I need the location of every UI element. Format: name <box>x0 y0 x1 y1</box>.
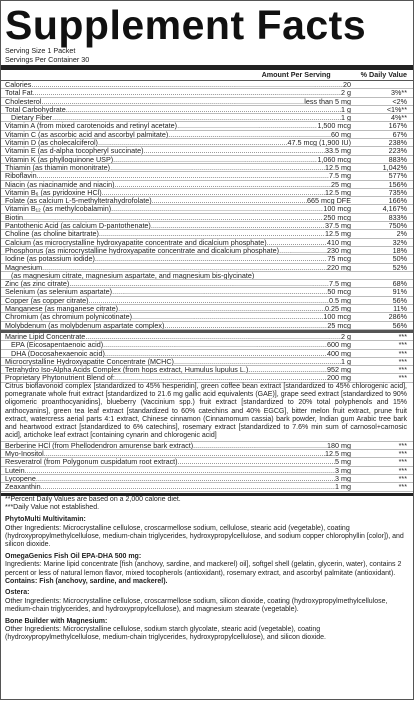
nutrient-dv: *** <box>398 341 407 350</box>
nutrient-name: EPA (Eicosapentaenoic acid) <box>11 341 104 350</box>
nutrient-amount: 25 mcg <box>327 321 351 330</box>
nutrient-amount: 47.5 mcg (1,900 IU) <box>287 139 351 148</box>
nutrient-name: Choline (as choline bitartrate) <box>5 230 99 239</box>
nutrient-row <box>1 264 413 272</box>
nutrient-name: Vitamin C (as ascorbic acid and ascorbyl palmitate) <box>5 130 169 139</box>
nutrient-row <box>1 442 413 450</box>
nutrient-row <box>1 239 413 247</box>
nutrient-name: Lutein <box>5 466 25 475</box>
nutrient-dv: *** <box>398 349 407 358</box>
nutrient-amount: 200 mg <box>327 374 351 383</box>
leader-dots <box>98 139 288 146</box>
nutrient-name: Vitamin E (as d-alpha tocopheryl succinate) <box>5 147 144 156</box>
nutrient-amount: 220 mg <box>327 263 351 272</box>
nutrient-amount: 60 mg <box>331 130 351 139</box>
nutrient-dv: 166% <box>388 197 407 206</box>
leader-dots <box>193 442 327 449</box>
nutrient-row <box>1 280 413 288</box>
nutrient-name: Chromium (as chromium polynicotinate) <box>5 313 133 322</box>
nutrient-amount: 33.5 mg <box>325 147 351 156</box>
section-heading: PhytoMulti Multivitamin: <box>5 516 86 524</box>
leader-dots <box>52 114 341 121</box>
leader-dots <box>112 288 327 295</box>
nutrient-amount: 25 mg <box>331 180 351 189</box>
nutrient-name: Thiamin (as thiamin mononitrate) <box>5 163 111 172</box>
leader-dots <box>99 230 325 237</box>
leader-dots <box>111 205 323 212</box>
nutrient-name: Copper (as copper citrate) <box>5 296 89 305</box>
nutrient-name: Manganese (as manganese citrate) <box>5 305 119 314</box>
nutrient-dv: 735% <box>388 188 407 197</box>
nutrient-amount: 50 mcg <box>327 288 351 297</box>
section-body: Ingredients: Marine lipid concentrate [fish (anchovy, sardine, and mackerel) oil], softgel shell (gelatin, glycerin, water), contains 2 percent or less of natural lemon flavor, mixed tocopherols (antioxidant), rosemary extract, and ascorbyl palmitate (antioxidant). <box>5 561 402 577</box>
leader-dots <box>168 131 331 138</box>
nutrient-dv: *** <box>398 441 407 450</box>
nutrient-row <box>1 81 413 89</box>
nutrient-dv: *** <box>398 374 407 383</box>
nutrient-dv: <2% <box>392 97 407 106</box>
leader-dots <box>102 189 325 196</box>
nutrient-amount: 2 g <box>341 89 351 98</box>
nutrient-row <box>1 272 413 280</box>
leader-dots <box>254 272 351 279</box>
nutrient-dv: *** <box>398 357 407 366</box>
nutrient-dv: 4,167% <box>382 205 407 214</box>
nutrient-name: Total Carbohydrate <box>5 105 66 114</box>
leader-dots <box>178 458 335 465</box>
nutrient-row <box>1 358 413 366</box>
nutrient-row <box>1 333 413 341</box>
nutrient-row <box>1 322 413 330</box>
nutrient-row <box>1 458 413 466</box>
footnote-dv: **Percent Daily Values are based on a 2,000 calorie diet. <box>5 495 181 503</box>
leader-dots <box>41 483 335 490</box>
nutrient-row <box>1 156 413 164</box>
nutrient-dv: *** <box>398 458 407 467</box>
nutrient-dv: 223% <box>388 147 407 156</box>
nutrient-dv: 4%** <box>391 114 407 123</box>
nutrient-amount: 7.5 mg <box>329 172 351 181</box>
nutrient-amount: 600 mg <box>327 341 351 350</box>
nutrient-row <box>1 288 413 296</box>
nutrient-dv: 2% <box>396 230 407 239</box>
serving-size: Serving Size 1 Packet <box>5 46 76 55</box>
nutrient-row <box>1 305 413 313</box>
nutrient-row <box>1 297 413 305</box>
nutrient-dv: 577% <box>388 172 407 181</box>
nutrient-row <box>1 374 413 382</box>
leader-dots <box>151 222 325 229</box>
nutrient-dv: 238% <box>388 139 407 148</box>
nutrient-amount: 1 mg <box>335 483 351 492</box>
nutrient-dv: <1%** <box>386 105 407 114</box>
nutrient-list <box>1 81 413 330</box>
ingredient-section <box>1 553 413 587</box>
nutrient-amount: 3 mg <box>335 474 351 483</box>
nutrient-row <box>1 98 413 106</box>
nutrient-amount: less than 5 mg <box>304 97 351 106</box>
nutrient-row <box>1 181 413 189</box>
leader-dots <box>33 89 341 96</box>
nutrient-row <box>1 255 413 263</box>
nutrient-amount: 12.5 mg <box>325 163 351 172</box>
leader-dots <box>23 214 323 221</box>
nutrient-name: Vitamin B₆ (as pyridoxine HCl) <box>5 188 102 197</box>
section-heading: OmegaGenics Fish Oil EPA-DHA 500 mg: <box>5 552 142 560</box>
nutrient-row <box>1 350 413 358</box>
nutrient-amount: 20 <box>343 81 351 89</box>
servings-per-container: Servings Per Container 30 <box>5 54 90 64</box>
nutrient-amount: 410 mg <box>327 238 351 247</box>
nutrient-name: Marine Lipid Concentrate <box>5 332 86 341</box>
nutrient-name: Lycopene <box>5 474 36 483</box>
nutrient-row <box>1 106 413 114</box>
nutrient-row <box>1 164 413 172</box>
nutrient-name: Phosphorus (as microcrystalline hydroxyapatite concentrate and dicalcium phosphate) <box>5 246 280 255</box>
nutrient-dv: 32% <box>392 238 407 247</box>
nutrient-name: Total Fat <box>5 89 33 98</box>
nutrient-name: Calcium (as microcrystalline hydroxyapatite concentrate and dicalcium phosphate) <box>5 238 267 247</box>
nutrient-row <box>1 122 413 130</box>
nutrient-dv: 56% <box>392 296 407 305</box>
lipid-list <box>1 333 413 383</box>
nutrient-row <box>1 189 413 197</box>
nutrient-amount: 1 g <box>341 114 351 123</box>
leader-dots <box>31 81 343 88</box>
nutrient-amount: 37.5 mg <box>325 222 351 231</box>
nutrient-name: Magnesium <box>5 263 43 272</box>
nutrient-name: Tetrahydro Iso-Alpha Acids Complex (from hops extract, Humulus lupulus L.) <box>5 366 249 375</box>
nutrient-name: Folate (as calcium L-5-methyltetrahydrofolate) <box>5 197 152 206</box>
nutrient-name: Dietary Fiber <box>11 114 53 123</box>
nutrient-amount: 12.5 mg <box>325 450 351 459</box>
nutrient-amount: 1 g <box>341 357 351 366</box>
nutrient-amount: 180 mg <box>327 441 351 450</box>
leader-dots <box>105 350 327 357</box>
nutrient-amount: 230 mg <box>327 246 351 255</box>
nutrient-dv: *** <box>398 450 407 459</box>
nutrient-name: Selenium (as selenium aspartate) <box>5 288 113 297</box>
nutrient-row <box>1 483 413 491</box>
panel-title: Supplement Facts <box>5 2 367 48</box>
nutrient-name: Microcrystalline Hydroxyapatite Concentrate (MCHC) <box>5 357 174 366</box>
ingredient-section <box>1 618 413 643</box>
nutrient-amount: 0.5 mg <box>329 296 351 305</box>
nutrient-amount: 100 mcg <box>323 313 351 322</box>
nutrient-row <box>1 139 413 147</box>
nutrient-name: Niacin (as niacinamide and niacin) <box>5 180 115 189</box>
leader-dots <box>177 122 317 129</box>
nutrient-amount: 7.5 mg <box>329 280 351 289</box>
leader-dots <box>114 181 331 188</box>
nutrient-dv <box>351 272 413 279</box>
nutrient-amount: 1,060 mcg <box>317 155 351 164</box>
nutrient-row <box>1 205 413 213</box>
leader-dots <box>89 297 330 304</box>
allergen-statement: Contains: Fish (anchovy, sardine, and mackerel). <box>5 577 168 585</box>
nutrient-name: Biotin <box>5 213 23 222</box>
section-body: Other Ingredients: Microcrystalline cellulose, sodium starch glycolate, stearic acid (vegetable), coating (hydroxypropylmethylcellulose, medium-chain triglycerides, hydroxypropylcellulose), and silicon dioxide. <box>5 626 326 642</box>
nutrient-name: Vitamin D (as cholecalciferol) <box>5 139 98 148</box>
leader-dots <box>66 106 341 113</box>
nutrient-dv: 52% <box>392 263 407 272</box>
nutrient-row <box>1 197 413 205</box>
leader-dots <box>41 98 304 105</box>
ingredient-section <box>1 516 413 550</box>
leader-dots <box>44 450 325 457</box>
nutrient-amount: 5 mg <box>335 458 351 467</box>
nutrient-name: Vitamin B₁₂ (as methylcobalamin) <box>5 205 112 214</box>
footnote-not-established: ***Daily Value not established. <box>5 503 100 511</box>
nutrient-row <box>1 247 413 255</box>
nutrient-name: Calories <box>5 81 32 89</box>
amount-header: Amount Per Serving <box>261 70 331 79</box>
leader-dots <box>95 255 328 262</box>
nutrient-row <box>1 313 413 321</box>
leader-dots <box>42 264 327 271</box>
nutrient-row <box>1 172 413 180</box>
nutrient-amount: 100 mcg <box>323 205 351 214</box>
nutrient-name: Molybdenum (as molybdenum aspartate complex) <box>5 321 165 330</box>
leader-dots <box>152 197 307 204</box>
column-header <box>1 70 413 80</box>
leader-dots <box>248 366 327 373</box>
nutrient-amount: 665 mcg DFE <box>307 197 351 206</box>
nutrient-dv: 1,042% <box>382 163 407 172</box>
nutrient-name: (as magnesium citrate, magnesium aspartate, and magnesium bis-glycinate) <box>11 271 255 280</box>
nutrient-dv: 750% <box>388 222 407 231</box>
leader-dots <box>36 475 335 482</box>
nutrient-name: Resveratrol (from Polygonum cuspidatum root extract) <box>5 458 178 467</box>
nutrient-name: Iodine (as potassium iodide) <box>5 255 95 264</box>
nutrient-dv: 68% <box>392 280 407 289</box>
nutrient-dv: 167% <box>388 122 407 131</box>
nutrient-row <box>1 341 413 349</box>
nutrient-dv: 883% <box>388 155 407 164</box>
nutrient-amount: 0.25 mg <box>325 305 351 314</box>
leader-dots <box>174 358 341 365</box>
nutrient-amount: 952 mg <box>327 366 351 375</box>
nutrient-amount: 2 g <box>341 332 351 341</box>
leader-dots <box>267 239 327 246</box>
section-heading: Bone Builder with Magnesium: <box>5 617 108 625</box>
nutrient-row <box>1 114 413 122</box>
nutrient-dv: 833% <box>388 213 407 222</box>
nutrient-dv: 67% <box>392 130 407 139</box>
dv-header: % Daily Value <box>360 70 407 79</box>
nutrient-amount: 12.5 mg <box>325 230 351 239</box>
nutrient-dv: 18% <box>392 246 407 255</box>
nutrient-amount: 75 mcg <box>327 255 351 264</box>
nutrient-row <box>1 222 413 230</box>
extra-list <box>1 442 413 492</box>
nutrient-row <box>1 467 413 475</box>
section-body: Other Ingredients: Microcrystalline cellulose, croscarmellose sodium, silicon dioxide, coating (hydroxypropylmethylcellulose, medium-chain triglycerides, and hydroxypropylcellulose), and magnesium stearate (vegetable). <box>5 597 388 614</box>
ingredient-sections <box>1 516 413 643</box>
nutrient-dv: 286% <box>388 313 407 322</box>
ingredient-section <box>1 589 413 614</box>
nutrient-dv: 50% <box>392 255 407 264</box>
nutrient-name: Zinc (as zinc citrate) <box>5 280 70 289</box>
leader-dots <box>132 313 323 320</box>
nutrient-name: Vitamin A (from mixed carotenoids and retinyl acetate) <box>5 122 178 131</box>
nutrient-dv: 11% <box>393 305 407 314</box>
nutrient-dv: *** <box>398 474 407 483</box>
nutrient-dv <box>351 81 413 88</box>
nutrient-dv: 3%** <box>391 89 407 98</box>
nutrient-dv: 56% <box>392 321 407 330</box>
section-body: Other Ingredients: Microcrystalline cellulose, croscarmellose sodium, cellulose, stearic acid (vegetable), coating (hydroxypropylmethylcellulose, medium-chain triglycerides, hydroxypropylcellulose, and sodium copper chlorophyllin [color]), and silicon dioxide. <box>5 524 404 549</box>
nutrient-amount: 250 mcg <box>323 213 351 222</box>
leader-dots <box>118 305 325 312</box>
nutrient-name: Zeaxanthin <box>5 483 41 492</box>
leader-dots <box>164 322 327 329</box>
nutrient-name: Riboflavin <box>5 172 37 181</box>
nutrient-name: Pantothenic Acid (as calcium D-pantothenate) <box>5 222 151 231</box>
nutrient-name: Proprietary Phytonutrient Blend of: <box>5 374 115 383</box>
leader-dots <box>37 172 329 179</box>
nutrient-dv: 156% <box>388 180 407 189</box>
nutrient-dv: 91% <box>392 288 407 297</box>
nutrient-dv: *** <box>398 483 407 492</box>
nutrient-row <box>1 230 413 238</box>
nutrient-name: Berberine HCl (from Phellodendron amurense bark extract) <box>5 441 194 450</box>
leader-dots <box>144 147 326 154</box>
nutrient-name: Myo-Inositol <box>5 450 44 459</box>
section-heading: Ostera: <box>5 589 30 597</box>
nutrient-amount: 12.5 mg <box>325 188 351 197</box>
nutrient-dv: *** <box>398 332 407 341</box>
nutrient-amount: 3 mg <box>335 466 351 475</box>
nutrient-amount: 1,500 mcg <box>317 122 351 131</box>
nutrient-amount: 1 g <box>341 105 351 114</box>
leader-dots <box>25 467 335 474</box>
blend-description: Citrus bioflavonoid complex [standardized to 45% hesperidin], green coffee bean extract [standardized to 45% chlorogenic acid], pomegranate whole fruit extract [standardized to 21.6 mg gallic acid equivalents (GAE)], grape seed extract [standardized to 90% oligomeric proanthocyanidins], blueberry (Vaccinium spp.) fruit extract [standardized to 20% total polyphenols and 15% anthocyanins], green tea leaf extract [standardized to 60% catechins and 40% EGCG], bitter melon fruit extract, prune fruit extract, watercress aerial parts 4:1 extract, Chinese cinnamon (Cinnamomum cassia) bark powder, Indian gum Arabic tree bark and heartwood extract [standardized to 6% catechins], rosemary extract [standardized to 7.6% min sum of carnosol+carnosic acid], artichoke leaf extract [containing cynarin and chlorogenic acid] <box>1 383 413 442</box>
leader-dots <box>85 333 341 340</box>
nutrient-name: Cholesterol <box>5 97 42 106</box>
nutrient-row <box>1 366 413 374</box>
leader-dots <box>103 341 327 348</box>
nutrient-row <box>1 475 413 483</box>
leader-dots <box>113 156 317 163</box>
leader-dots <box>279 247 327 254</box>
nutrient-row <box>1 131 413 139</box>
nutrient-row <box>1 214 413 222</box>
leader-dots <box>69 280 329 287</box>
nutrient-amount: 400 mg <box>327 349 351 358</box>
nutrient-row <box>1 89 413 97</box>
nutrient-row <box>1 147 413 155</box>
nutrient-row <box>1 450 413 458</box>
nutrient-name: DHA (Docosahexaenoic acid) <box>11 349 105 358</box>
nutrient-name: Vitamin K (as phylloquinone USP) <box>5 155 114 164</box>
nutrient-dv: *** <box>398 366 407 375</box>
leader-dots <box>115 374 327 381</box>
nutrient-dv: *** <box>398 466 407 475</box>
leader-dots <box>110 164 325 171</box>
